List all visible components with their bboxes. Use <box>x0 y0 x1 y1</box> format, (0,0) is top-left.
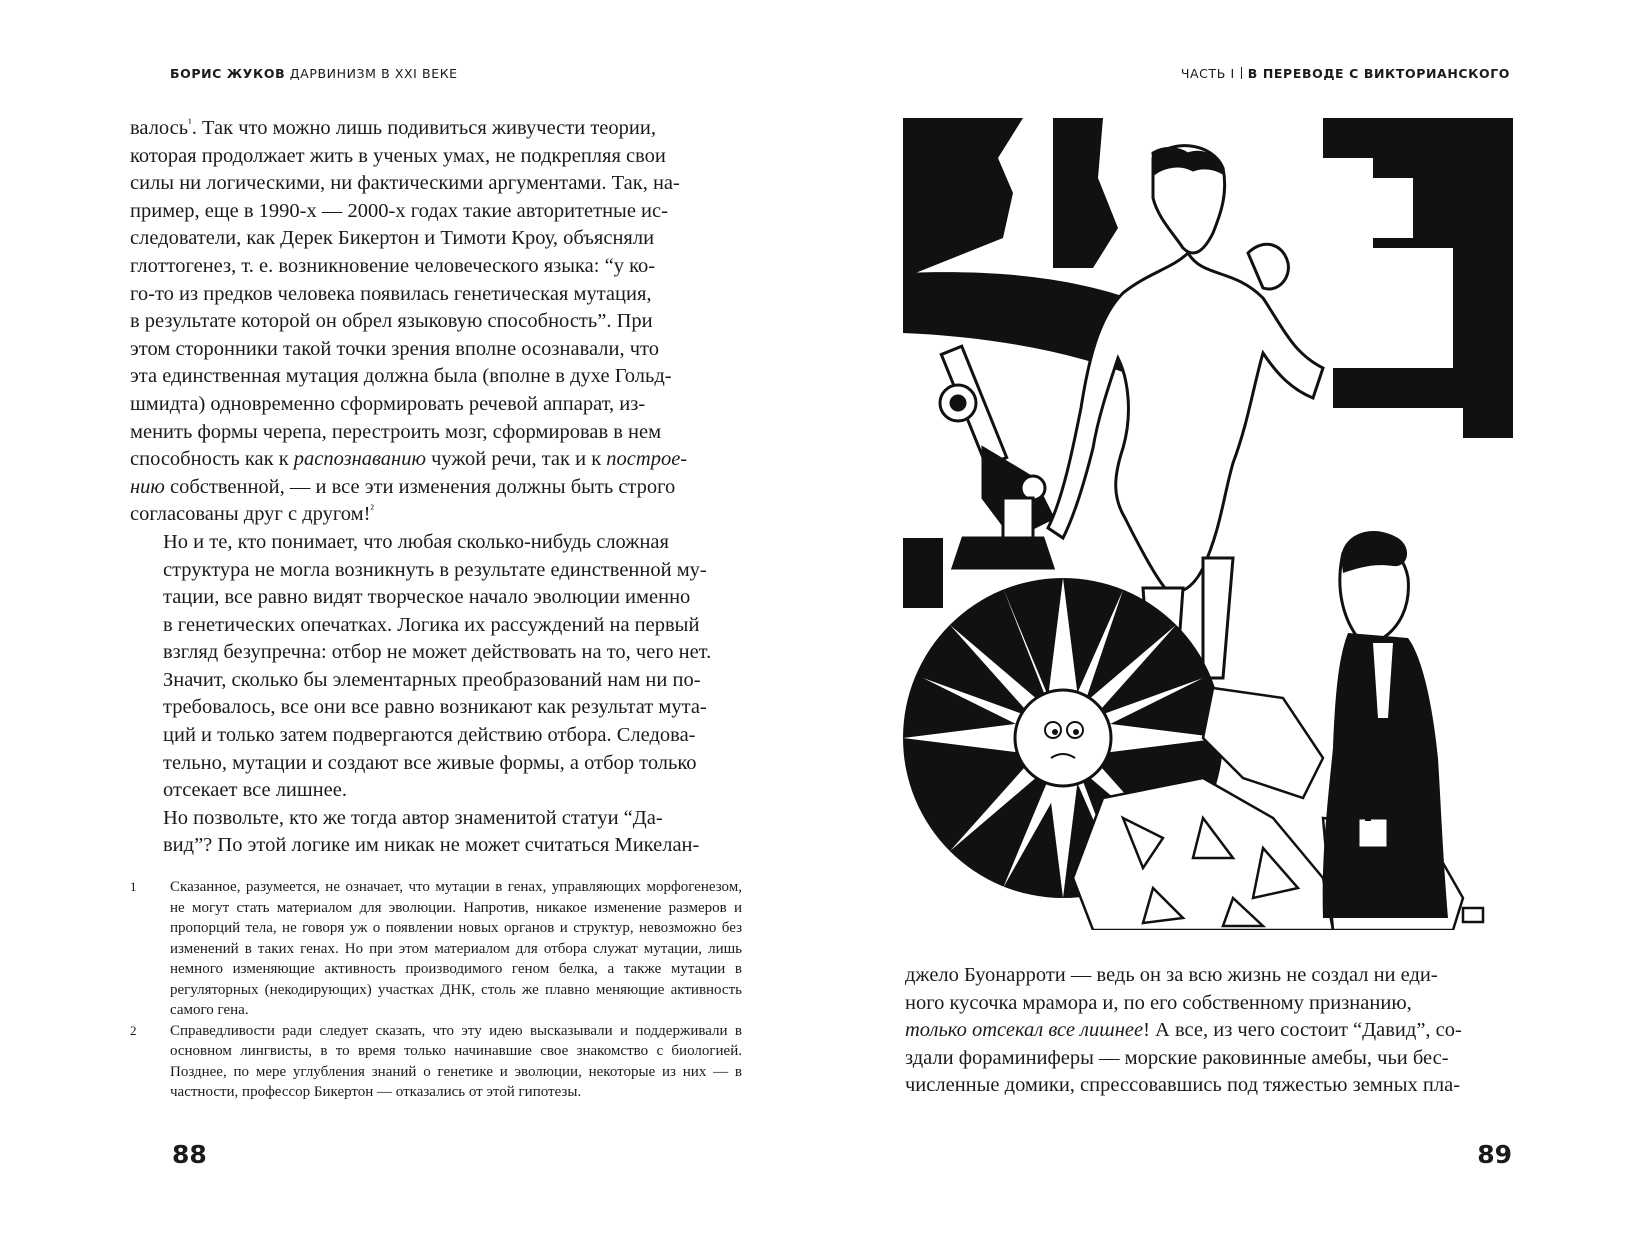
paragraph-2 <box>130 529 742 805</box>
text-line: этом сторонники такой точки зрения вполне осознавали, что <box>130 337 659 360</box>
text-line: здали фораминиферы — морские раковинные амебы, чьи бес- <box>905 1046 1449 1069</box>
text-line: джело Буонарроти — ведь он за всю жизнь не создал ни еди- <box>905 964 1438 986</box>
footnotes <box>130 877 742 1103</box>
text-line: менить формы черепа, перестроить мозг, сформировав в нем <box>130 420 662 443</box>
paragraph-1 <box>130 115 742 529</box>
text-line: в результате которой он обрел языковую способность”. При <box>130 310 653 333</box>
footnote-ref-1[interactable]: ¹ <box>188 116 192 130</box>
paragraph-3 <box>130 805 742 860</box>
text-line: структура не могла возникнуть в результате единственной му- <box>163 558 707 581</box>
sculptor-figure <box>1323 531 1448 918</box>
text-line: отсекает все лишнее. <box>163 779 347 802</box>
text-line: в генетических опечатках. Логика их рассуждений на первый <box>163 613 700 636</box>
running-head-right <box>1181 66 1510 81</box>
illustration <box>903 118 1513 930</box>
text-line: численные домики, спрессовавшись под тяжестью земных пла- <box>905 1074 1461 1097</box>
text-line: тации, все равно видят творческое начало эволюции именно <box>163 586 691 609</box>
page-number-right: 89 <box>1477 1140 1512 1169</box>
author-name: БОРИС ЖУКОВ <box>170 66 286 81</box>
text-line: Но позвольте, кто же тогда автор знаменитой статуи “Да- <box>163 806 663 829</box>
text-line: пример, еще в 1990-х — 2000-х годах такие авторитетные ис- <box>130 199 668 222</box>
body-text-left <box>130 115 742 860</box>
footnote-text: Сказанное, разумеется, не означает, что мутации в генах, управляющих морфогенезом, не могут стать материалом для эволюции. Напротив, никакое изменение размеров и пропорций тела, не говоря уж о появлении новых органов и структур, невозможно без изменений в таких генах. Но при этом материалом для отбора служат мутации, лишь немного изменяющие активность производимого геном белка, а также мутации в регуляторных (некодирующих) участках ДНК, столь же плавно меняющие активность самого гена. <box>170 879 742 1018</box>
part-title: В ПЕРЕВОДЕ С ВИКТОРИАНСКОГО <box>1247 66 1510 81</box>
right-page <box>815 0 1630 1252</box>
text-line: способность как к распознаванию чужой речи, так и к построе- <box>130 448 688 471</box>
footnote-2 <box>130 1021 742 1103</box>
text-line: согласованы друг с другом!$^{^2}$ <box>130 502 375 526</box>
text-line: силы ни логическими, ни фактическими аргументами. Так, на- <box>130 172 680 195</box>
text-line: которая продолжает жить в ученых умах, не подкрепляя свои <box>130 144 666 167</box>
text-line: глоттогенез, т. е. возникновение человеческого языка: “у ко- <box>130 254 656 277</box>
text-line: следователи, как Дерек Бикертон и Тимоти Кроу, объясняли <box>130 227 655 250</box>
text-line: валось$^{^1}$. Так что можно лишь подивиться живучести теории, <box>130 116 656 139</box>
text-line: шмидта) одновременно сформировать речевой аппарат, из- <box>130 392 646 415</box>
paragraph-continued <box>905 962 1511 1100</box>
text-line: эта единственная мутация должна была (вполне в духе Гольд- <box>130 365 672 388</box>
text-line: взгляд безупречна: отбор не может действовать на то, чего нет. <box>163 641 712 664</box>
text-line: тельно, мутации и создают все живые формы, а отбор только <box>163 751 697 774</box>
book-title: ДАРВИНИЗМ В XXI ВЕКЕ <box>289 66 458 81</box>
separator <box>1241 67 1242 79</box>
text-line: требовалось, все они все равно возникают как результат мута- <box>163 696 707 719</box>
page-number-left: 88 <box>172 1140 207 1169</box>
text-line: Но и те, кто понимает, что любая сколько-нибудь сложная <box>163 530 669 553</box>
text-line: только отсекал все лишнее! А все, из чего состоит “Давид”, со- <box>905 1019 1462 1042</box>
footnote-number: 1 <box>130 879 137 894</box>
body-text-right <box>905 962 1511 1100</box>
microscope-figure <box>940 346 1053 568</box>
part-label: ЧАСТЬ I <box>1180 66 1235 81</box>
text-line: нию собственной, — и все эти изменения должны быть строго <box>130 475 676 498</box>
running-head-left <box>170 66 458 81</box>
footnote-ref-2[interactable]: ² <box>370 502 375 517</box>
footnote-1 <box>130 877 742 1021</box>
text-line: го-то из предков человека появилась генетическая мутация, <box>130 282 652 305</box>
text-line: вид”? По этой логике им никак не может считаться Микелан- <box>163 834 700 857</box>
text-line: Значит, сколько бы элементарных преобразований нам ни по- <box>163 668 701 691</box>
footnote-number: 2 <box>130 1022 137 1038</box>
footnote-text: Справедливости ради следует сказать, что эту идею высказывали и поддерживали в основном лингвисты, в то время только начинавшие свое знакомство с биологией. Позднее, по мере углубления знаний о генетике и эволюции, некоторые из них — в частности, профессор Бикертон — отказались от этой гипотезы. <box>170 1022 742 1100</box>
text-line: ций и только затем подвергаются действию отбора. Следова- <box>163 724 696 747</box>
text-line: ного кусочка мрамора и, по его собственному признанию, <box>905 991 1412 1014</box>
